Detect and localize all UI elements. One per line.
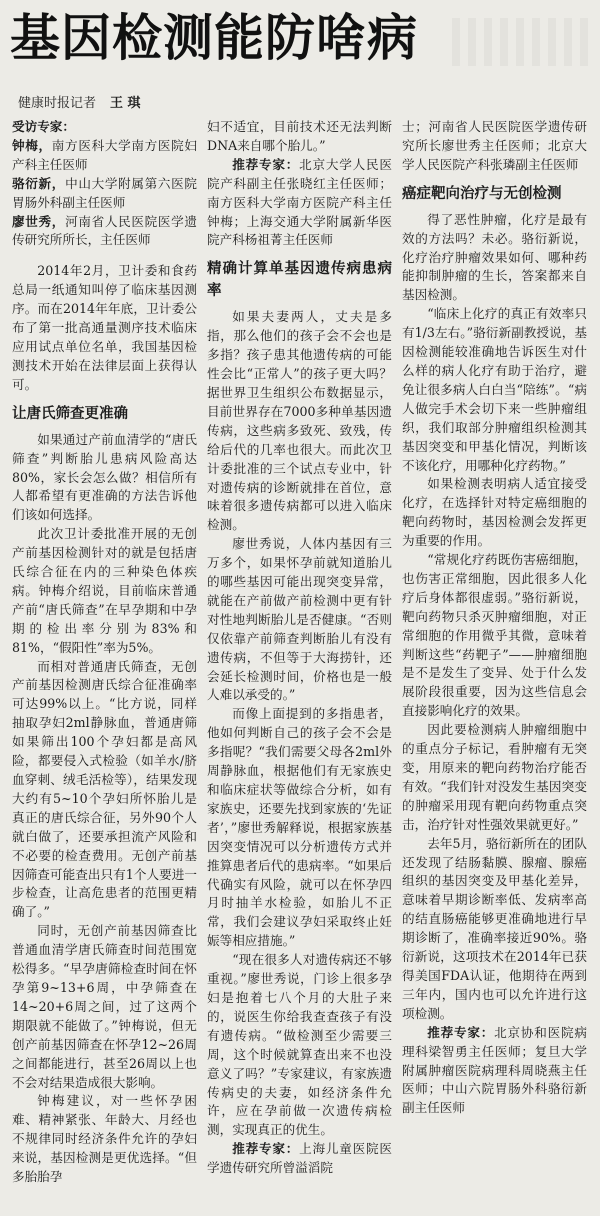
column-1 bbox=[12, 118, 197, 1210]
paragraph: 此次卫计委批准开展的无创产前基因检测针对的就是包括唐氏综合征在内的三种染色体疾病。钟梅介绍说，目前临床普通产前“唐氏筛查”在早孕期和中孕期的检出率分别为83%和81%，“假阳性”率为5%。 bbox=[12, 526, 197, 655]
section-heading: 癌症靶向治疗与无创检测 bbox=[402, 185, 562, 202]
section-heading: 让唐氏筛查更准确 bbox=[12, 405, 128, 422]
expert-lead: 受访专家： bbox=[12, 119, 75, 134]
paragraph: “临床上化疗的真正有效率只有1/3左右。”骆衍新副教授说，基因检测能较准确地告诉医生对什么样的病人化疗有助于治疗，避免让很多病人白白当“陪练”。“病人做完手术会切下来一些肿瘤组织，我们取部分肿瘤组织检测其基因突变和甲基化情况，判断该不该化疗，用哪种化疗药物。” bbox=[402, 306, 587, 473]
paragraph: 如果通过产前血清学的“唐氏筛查”判断胎儿患病风险高达80%，家长会怎么做？相信所有人都希望有更准确的方法告诉他们该如何选择。 bbox=[12, 431, 197, 523]
paragraph: 廖世秀说，人体内基因有三万多个，如果怀孕前就知道胎儿的哪些基因可能出现突变异常，就能在产前做产前检测中更有针对性地判断胎儿是否健康。“否则仅依靠产前筛查判断胎儿有没有遗传病，不但等于大海捞针，还会延长检测时间，价格也是一般人难以承受的。” bbox=[207, 536, 392, 703]
expert-list bbox=[12, 118, 197, 250]
expert-item: 钟梅，南方医科大学南方医院妇产科主任医师 bbox=[12, 137, 197, 172]
paragraph: 而像上面提到的多指患者，他如何判断自己的孩子会不会是多指呢？“我们需要父母各2ml外周静脉血，根据他们有无家族史和临床症状等做综合分析，如有家族史，还要先找到家族的‘先证者’，”廖世秀解释说，根据家族基因突变情况可以分析遗传方式并推算患者后代的患病率。“如果后代确实有风险，就可以在怀孕四月时抽羊水检验，如胎儿不正常，我们会建议孕妇采取终止妊娠等相应措施。” bbox=[207, 706, 392, 949]
paragraph: 得了恶性肿瘤，化疗是最有效的方法吗？未必。骆衍新说，化疗治疗肿瘤效果如何、哪种药能抑制肿瘤的生长，答案都来自基因检测。 bbox=[402, 211, 587, 303]
paragraph: 如果检测表明病人适宜接受化疗，在选择针对特定癌细胞的靶向药物时，基因检测会发挥更为重要的作用。 bbox=[402, 476, 587, 549]
byline-reporter: 健康时报记者 bbox=[18, 96, 97, 111]
paragraph: 同时，无创产前基因筛查比普通血清学唐氏筛查时间范围宽松得多。“早孕唐筛检查时间在怀孕第9~13+6周，中孕筛查在14~20+6周之间，过了这两个期限就不能做了。”钟梅说，但无创产前基因筛查在怀孕12~26周之间都能进行，甚至26周以上也不会对结果造成很大影响。 bbox=[12, 923, 197, 1090]
article-title: 基因检测能防啥病 bbox=[10, 9, 418, 67]
paragraph: 妇不适宜，目前技术还无法判断DNA来自哪个胎儿。” bbox=[207, 119, 392, 153]
byline-name: 王 琪 bbox=[110, 96, 141, 111]
recommended-experts: 推荐专家：北京大学人民医院产科副主任张晓红主任医师；南方医科大学南方医院产科主任钟梅；上海交通大学附属新华医院产科杨祖菁主任医师 bbox=[207, 156, 392, 248]
paragraph: 因此要检测病人肿瘤细胞中的重点分子标记，看肿瘤有无突变，用原来的靶向药物治疗能否有效。“我们针对没发生基因突变的肿瘤采用现有靶向药物重点突击，治疗针对性强效果就更好。” bbox=[402, 722, 587, 832]
paragraph: 如果夫妻两人，丈夫是多指，那么他们的孩子会不会也是多指？孩子患其他遗传病的可能性会比“正常人”的孩子更大吗？据世界卫生组织公布数据显示，目前世界存在7000多种单基因遗传病，这些病多致死、致残，传给后代的几率也很大。而此次卫计委批准的三个试点专业中，针对遗传病的诊断就排在首位，意味着很多遗传病都可以进入临床检测。 bbox=[207, 309, 392, 533]
recommended-experts-continued: 士；河南省人民医院医学遗传研究所长廖世秀主任医师；北京大学人民医院产科张璘副主任医师 bbox=[402, 119, 587, 172]
expert-item: 廖世秀，河南省人民医院医学遗传研究所所长，主任医师 bbox=[12, 213, 197, 248]
paragraph: 钟梅建议，对一些怀孕困难、精神紧张、年龄大、月经也不规律同时经济条件允许的孕妇来说，基因检测是更优选择。“但多胎胎孕 bbox=[12, 1093, 197, 1185]
paragraph: “常规化疗药既伤害癌细胞，也伤害正常细胞，因此很多人化疗后身体都很虚弱。”骆衍新说，靶向药物只杀灭肿瘤细胞，对正常细胞的作用微乎其微，意味着判断这些“药靶子”——肿瘤细胞是不是发生了变异、处于什么发展阶段很重要，因为这些信息会直接影响化疗的效果。 bbox=[402, 552, 587, 719]
recommended-experts: 推荐专家：上海儿童医院医学遗传研究所曾溢滔院 bbox=[207, 1141, 392, 1176]
section-heading: 精确计算单基因遗传病患病率 bbox=[207, 261, 392, 300]
column-2 bbox=[207, 118, 392, 1210]
paragraph: 去年5月，骆衍新所在的团队还发现了结肠黏膜、腺瘤、腺癌组织的基因突变及甲基化差异，意味着早期诊断率低、发病率高的结直肠癌能够更准确地进行早期诊断了，准确率接近90%。骆衍新说，这项技术在2014年已获得美国FDA认证，他期待在两到三年内，国内也可以允许进行这项检测。 bbox=[402, 835, 587, 1021]
column-3 bbox=[402, 118, 587, 1210]
background-print-texture bbox=[452, 18, 592, 66]
byline bbox=[18, 92, 141, 111]
paragraph: “现在很多人对遗传病还不够重视。”廖世秀说，门诊上很多孕妇是抱着七八个月的大肚子来的，说医生你给我查查孩子有没有遗传病。“做检测至少需要三周，这个时候就算查出来不也没意义了吗？”专家建议，有家族遗传病史的夫妻，如经济条件允许，应在孕前做一次遗传病检测，实现真正的优生。 bbox=[207, 952, 392, 1138]
intro-paragraph: 2014年2月，卫计委和食药总局一纸通知叫停了临床基因测序。而在2014年年底，卫计委公布了第一批高通量测序技术临床应用试点单位名单，我国基因检测技术开始在法律层面上获得认可。 bbox=[12, 263, 197, 392]
paragraph: 而相对普通唐氏筛查，无创产前基因检测唐氏综合征准确率可达99%以上。“比方说，同样抽取孕妇2ml静脉血，普通唐筛如果筛出100个孕妇都是高风险，都要侵入式检验（如羊水/脐血穿刺、绒毛活检等），结果发现大约有5~10个孕妇所怀胎儿是真正的唐氏综合征，另外90个人就白做了，还要承担流产风险和不必要的检查费用。无创产前基因筛查可能查出只有1个人要进一步检查，让高危患者的范围更精确了。” bbox=[12, 658, 197, 920]
recommended-experts: 推荐专家：北京协和医院病理科梁智勇主任医师；复旦大学附属肿瘤医院病理科周晓燕主任医师；中山六院胃肠外科骆衍新副主任医师 bbox=[402, 1024, 587, 1116]
expert-item: 骆衍新，中山大学附属第六医院胃肠外科副主任医师 bbox=[12, 175, 197, 210]
